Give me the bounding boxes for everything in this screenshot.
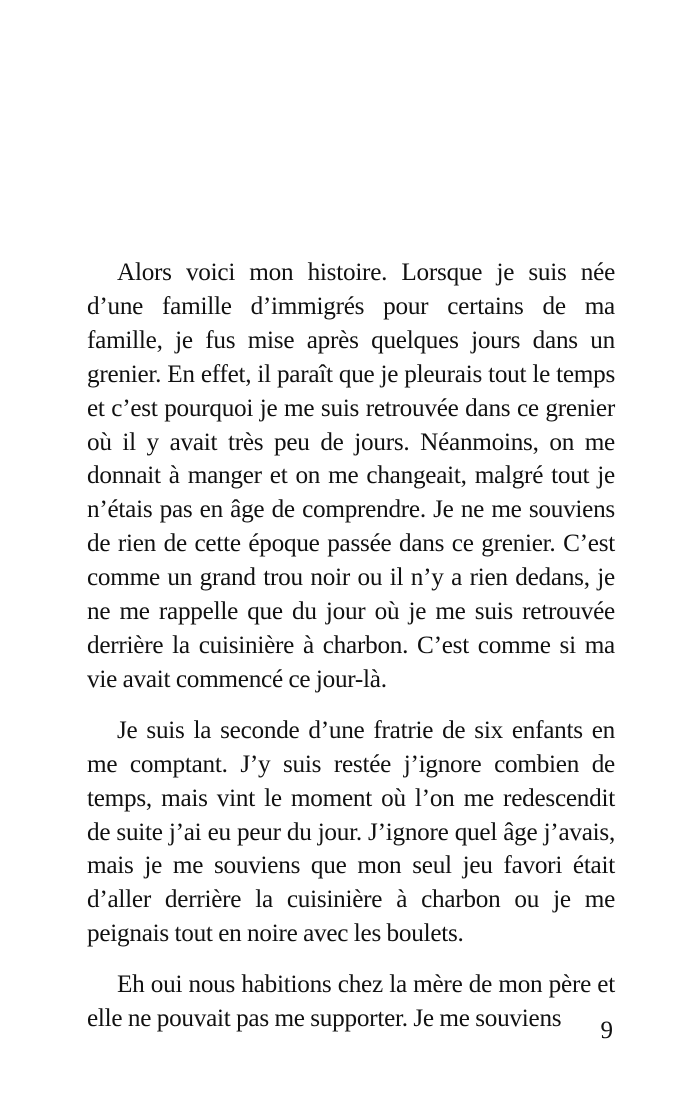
paragraph-1: Alors voici mon histoire. Lorsque je suis née d’une famille d’immigrés pour certains de ma famille, je fus mise après quelques jours dans un grenier. En effet, il paraît que je pleurais tout le temps et c’est pourquoi je me suis retrouvée dans ce grenier où il y avait très peu de jours. Néanmoins, on me donnait à manger et on me changeait, malgré tout je n’étais pas en âge de comprendre. Je ne me souviens de rien de cette époque passée dans ce grenier. C’est comme un grand trou noir ou il n’y a rien dedans, je ne me rappelle que du jour où je me suis retrouvée derrière la cuisinière à charbon. C’est comme si ma vie avait commencé ce jour-là.: [87, 259, 615, 693]
body-text: [87, 256, 615, 1036]
paragraph-2: Je suis la seconde d’une fratrie de six enfants en me comptant. J’y suis restée j’ignore combien de temps, mais vint le moment où l’on me redescendit de suite j’ai eu peur du jour. J’ignore quel âge j’avais, mais je me souviens que mon seul jeu favori était d’aller derrière la cuisinière à charbon ou je me peignais tout en noire avec les boulets.: [87, 716, 615, 948]
page-number: 9: [600, 1017, 613, 1044]
paragraph-3: Eh oui nous habitions chez la mère de mon père et elle ne pouvait pas me supporter. Je me souviens: [87, 971, 615, 1033]
